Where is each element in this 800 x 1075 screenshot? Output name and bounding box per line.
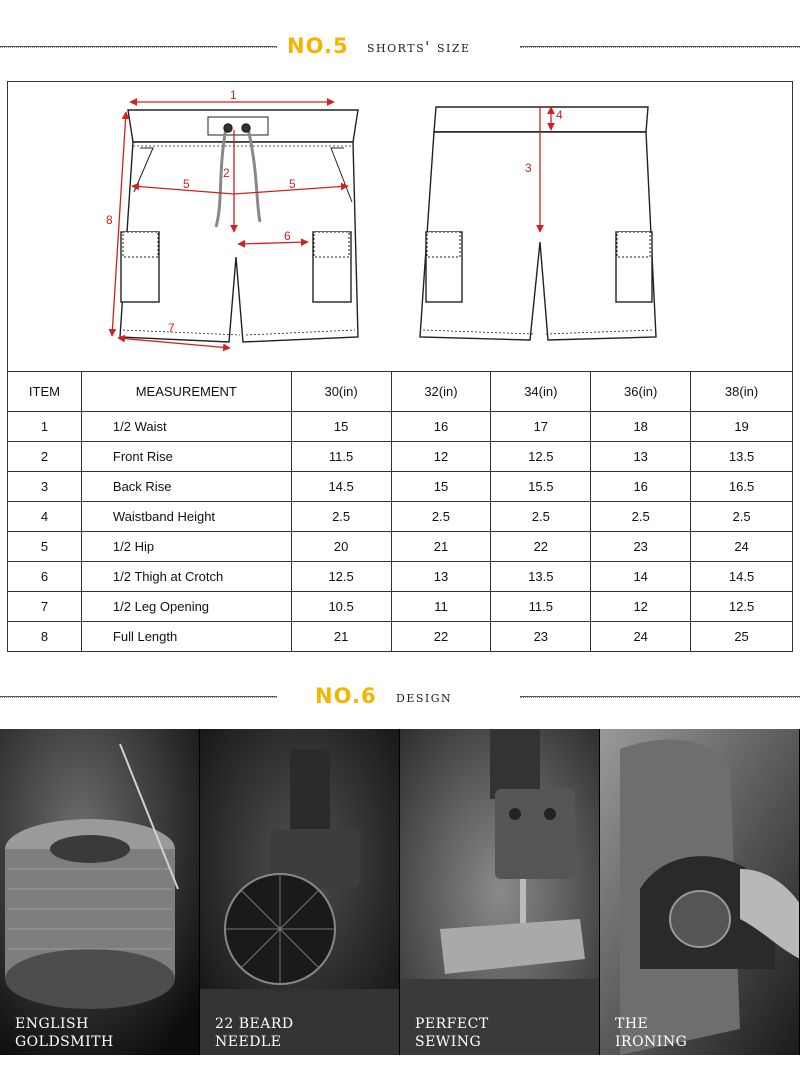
cell-value: 25 bbox=[691, 622, 793, 652]
cell-item: 3 bbox=[8, 472, 82, 502]
design-panel-needle bbox=[200, 729, 400, 1055]
cell-value: 12.5 bbox=[291, 562, 391, 592]
shorts-diagram bbox=[7, 81, 793, 371]
table-row bbox=[8, 562, 793, 592]
cell-value: 23 bbox=[491, 622, 591, 652]
cell-measurement: 1/2 Thigh at Crotch bbox=[81, 562, 291, 592]
cell-value: 23 bbox=[591, 532, 691, 562]
table-row bbox=[8, 472, 793, 502]
panel-caption: THE IRONING bbox=[615, 1016, 688, 1050]
cell-measurement: Waistband Height bbox=[81, 502, 291, 532]
cell-value: 20 bbox=[291, 532, 391, 562]
table-row bbox=[8, 502, 793, 532]
table-row bbox=[8, 412, 793, 442]
cell-value: 14 bbox=[591, 562, 691, 592]
cell-value: 21 bbox=[291, 622, 391, 652]
cell-value: 12 bbox=[591, 592, 691, 622]
section-title: design bbox=[396, 688, 453, 706]
measure-label-4: 4 bbox=[556, 108, 563, 122]
size-chart-table bbox=[7, 371, 793, 652]
table-row bbox=[8, 592, 793, 622]
panel-caption: 22 BEARD NEEDLE bbox=[215, 1016, 294, 1050]
cell-value: 2.5 bbox=[691, 502, 793, 532]
back-shorts-drawing bbox=[420, 107, 656, 340]
cell-value: 12.5 bbox=[491, 442, 591, 472]
cell-value: 16 bbox=[391, 412, 491, 442]
design-panel-ironing bbox=[600, 729, 800, 1055]
measure-label-3: 3 bbox=[525, 161, 532, 175]
section-number: NO.5 bbox=[287, 34, 349, 58]
header-size-36: 36(in) bbox=[591, 372, 691, 412]
design-panel-goldsmith bbox=[0, 729, 200, 1055]
section-header-sizes bbox=[0, 32, 800, 62]
cell-measurement: Back Rise bbox=[81, 472, 291, 502]
table-row bbox=[8, 532, 793, 562]
header-rule-right bbox=[520, 696, 800, 698]
cell-value: 16.5 bbox=[691, 472, 793, 502]
measure-label-8: 8 bbox=[106, 213, 113, 227]
front-shorts-drawing bbox=[120, 110, 358, 342]
header-rule-left bbox=[0, 46, 277, 48]
cell-value: 15.5 bbox=[491, 472, 591, 502]
cell-value: 13 bbox=[591, 442, 691, 472]
cell-value: 2.5 bbox=[291, 502, 391, 532]
cell-item: 4 bbox=[8, 502, 82, 532]
section-header-design bbox=[0, 682, 800, 712]
iron-illustration bbox=[600, 729, 800, 1055]
cell-value: 2.5 bbox=[591, 502, 691, 532]
cell-item: 6 bbox=[8, 562, 82, 592]
cell-measurement: Front Rise bbox=[81, 442, 291, 472]
cell-value: 14.5 bbox=[691, 562, 793, 592]
measure-label-5-right: 5 bbox=[289, 177, 296, 191]
cell-value: 16 bbox=[591, 472, 691, 502]
thread-spool-illustration bbox=[0, 729, 200, 1055]
cell-value: 11 bbox=[391, 592, 491, 622]
cell-value: 18 bbox=[591, 412, 691, 442]
cell-item: 1 bbox=[8, 412, 82, 442]
design-panel-sewing bbox=[400, 729, 600, 1055]
header-rule-left bbox=[0, 696, 277, 698]
cell-value: 19 bbox=[691, 412, 793, 442]
sewing-needle-illustration bbox=[200, 729, 400, 1055]
cell-measurement: 1/2 Leg Opening bbox=[81, 592, 291, 622]
cell-value: 17 bbox=[491, 412, 591, 442]
header-item: ITEM bbox=[8, 372, 82, 412]
cell-value: 21 bbox=[391, 532, 491, 562]
cell-value: 12.5 bbox=[691, 592, 793, 622]
table-header-row bbox=[8, 372, 793, 412]
measure-label-7: 7 bbox=[168, 321, 175, 335]
cell-value: 11.5 bbox=[291, 442, 391, 472]
cell-value: 12 bbox=[391, 442, 491, 472]
cell-item: 2 bbox=[8, 442, 82, 472]
measure-label-5-left: 5 bbox=[183, 177, 190, 191]
cell-value: 2.5 bbox=[391, 502, 491, 532]
header-size-30: 30(in) bbox=[291, 372, 391, 412]
cell-item: 8 bbox=[8, 622, 82, 652]
sewing-machine-illustration bbox=[400, 729, 600, 1055]
cell-measurement: Full Length bbox=[81, 622, 291, 652]
cell-item: 7 bbox=[8, 592, 82, 622]
table-row bbox=[8, 622, 793, 652]
section-number: NO.6 bbox=[315, 684, 377, 708]
header-rule-right bbox=[520, 46, 800, 48]
cell-value: 10.5 bbox=[291, 592, 391, 622]
header-size-34: 34(in) bbox=[491, 372, 591, 412]
cell-value: 15 bbox=[391, 472, 491, 502]
cell-value: 2.5 bbox=[491, 502, 591, 532]
cell-value: 13.5 bbox=[491, 562, 591, 592]
panel-caption: PERFECT SEWING bbox=[415, 1016, 489, 1050]
design-photo-strip bbox=[0, 729, 800, 1055]
header-measurement: MEASUREMENT bbox=[81, 372, 291, 412]
cell-measurement: 1/2 Waist bbox=[81, 412, 291, 442]
cell-value: 24 bbox=[691, 532, 793, 562]
cell-value: 15 bbox=[291, 412, 391, 442]
cell-item: 5 bbox=[8, 532, 82, 562]
table-row bbox=[8, 442, 793, 472]
measure-label-1: 1 bbox=[230, 88, 237, 102]
cell-value: 13 bbox=[391, 562, 491, 592]
section-title: shorts' size bbox=[367, 38, 471, 56]
header-size-38: 38(in) bbox=[691, 372, 793, 412]
cell-value: 13.5 bbox=[691, 442, 793, 472]
cell-value: 22 bbox=[491, 532, 591, 562]
cell-value: 14.5 bbox=[291, 472, 391, 502]
cell-value: 22 bbox=[391, 622, 491, 652]
cell-value: 24 bbox=[591, 622, 691, 652]
panel-caption: ENGLISH GOLDSMITH bbox=[15, 1016, 114, 1050]
cell-measurement: 1/2 Hip bbox=[81, 532, 291, 562]
header-size-32: 32(in) bbox=[391, 372, 491, 412]
cell-value: 11.5 bbox=[491, 592, 591, 622]
measure-label-6: 6 bbox=[284, 229, 291, 243]
measure-label-2: 2 bbox=[223, 166, 230, 180]
